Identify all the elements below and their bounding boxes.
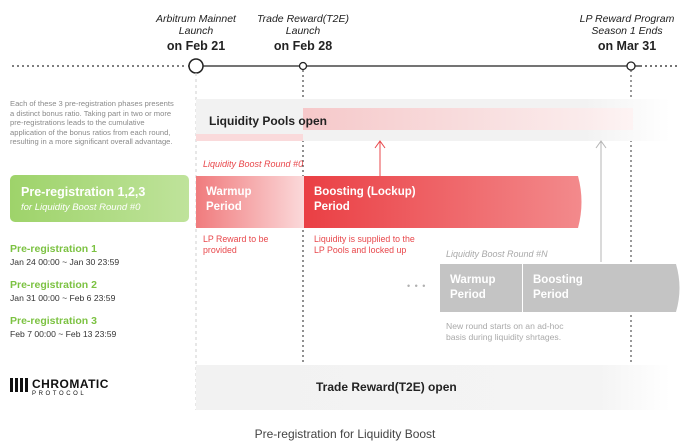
roundN-warmup-line1: Warmup — [450, 274, 496, 286]
roundN-note-line2: basis during liquidity shrtages. — [446, 331, 562, 342]
boosting-label — [314, 185, 416, 215]
milestone-lp-reward-ends — [574, 13, 680, 52]
milestone-date: on Feb 21 — [166, 39, 226, 53]
liquidity-pools-label: Liquidity Pools open — [209, 114, 327, 128]
preregistration-phase-2 — [10, 279, 115, 303]
roundN-warmup-line2: Period — [450, 289, 486, 301]
boosting-note-line1: Liquidity is supplied to the — [314, 234, 415, 244]
milestone-date: on Mar 31 — [597, 39, 657, 53]
milestone-marker-mar31 — [627, 62, 635, 70]
roundN-boosting-label — [533, 273, 583, 303]
preregistration-subtitle: for Liquidity Boost Round #0 — [21, 202, 141, 213]
roundN-note — [446, 321, 564, 342]
milestone-marker-feb21 — [189, 59, 203, 73]
logo-sub: PROTOCOL — [32, 391, 87, 397]
phase-name: Pre-registration 1 — [10, 243, 97, 255]
warmup-label — [206, 185, 252, 215]
warmup-label-line1: Warmup — [206, 186, 252, 198]
roundN-note-line1: New round starts on an ad-hoc — [446, 321, 564, 331]
milestone-subtitle: Season 1 Ends — [591, 25, 663, 37]
boosting-note-line2: LP Pools and locked up — [314, 244, 407, 255]
roundN-boosting-line2: Period — [533, 289, 569, 301]
roundN-label: Liquidity Boost Round #N — [446, 249, 548, 259]
trade-reward-label: Trade Reward(T2E) open — [316, 380, 457, 394]
warmup-note — [203, 234, 268, 255]
phase-dates: Feb 7 00:00 ~ Feb 13 23:59 — [10, 329, 117, 339]
phase-dates: Jan 24 00:00 ~ Jan 30 23:59 — [10, 257, 120, 267]
phase-dates: Jan 31 00:00 ~ Feb 6 23:59 — [10, 293, 116, 303]
chromatic-logo — [32, 377, 109, 397]
round0-label: Liquidity Boost Round #0 — [203, 159, 304, 169]
boosting-note — [314, 234, 415, 255]
preregistration-box — [10, 175, 189, 222]
preregistration-phase-1 — [10, 243, 119, 267]
warmup-label-line2: Period — [206, 201, 242, 213]
boosting-label-line2: Period — [314, 201, 350, 213]
figure-caption: Pre-registration for Liquidity Boost — [254, 427, 436, 441]
ellipsis: • • • — [407, 281, 427, 291]
warmup-note-line2: provided — [203, 244, 237, 255]
milestone-subtitle: Launch — [285, 25, 321, 37]
preregistration-title: Pre-registration 1,2,3 — [21, 185, 146, 199]
roundN-warmup-label — [450, 273, 496, 303]
logo-name: CHROMATIC — [32, 377, 109, 391]
phase-name: Pre-registration 2 — [10, 279, 97, 291]
milestone-subtitle: Launch — [178, 25, 214, 37]
milestone-date: on Feb 28 — [273, 39, 333, 53]
chromatic-logo-icon — [10, 378, 28, 392]
warmup-note-line1: LP Reward to be — [203, 234, 269, 244]
milestone-title: LP Reward Program — [579, 13, 675, 25]
milestone-marker-feb28 — [300, 63, 307, 70]
side-note: Each of these 3 pre-registration phases presents a distinct bonus ratio. Taking part in two or more pre-registrations leads to the cumulative application of the bonus ratios from each round, resulting in a more significant overall advantage. — [10, 99, 174, 147]
preregistration-phase-3 — [10, 315, 116, 339]
roundN-boosting-line1: Boosting — [533, 274, 583, 286]
milestone-arbitrum-launch — [146, 13, 246, 52]
phase-name: Pre-registration 3 — [10, 315, 97, 327]
milestone-title: Trade Reward(T2E) — [257, 13, 349, 25]
boosting-label-line1: Boosting (Lockup) — [314, 186, 416, 198]
milestone-title: Arbitrum Mainnet — [156, 13, 236, 25]
milestone-trade-reward-launch — [248, 13, 358, 52]
